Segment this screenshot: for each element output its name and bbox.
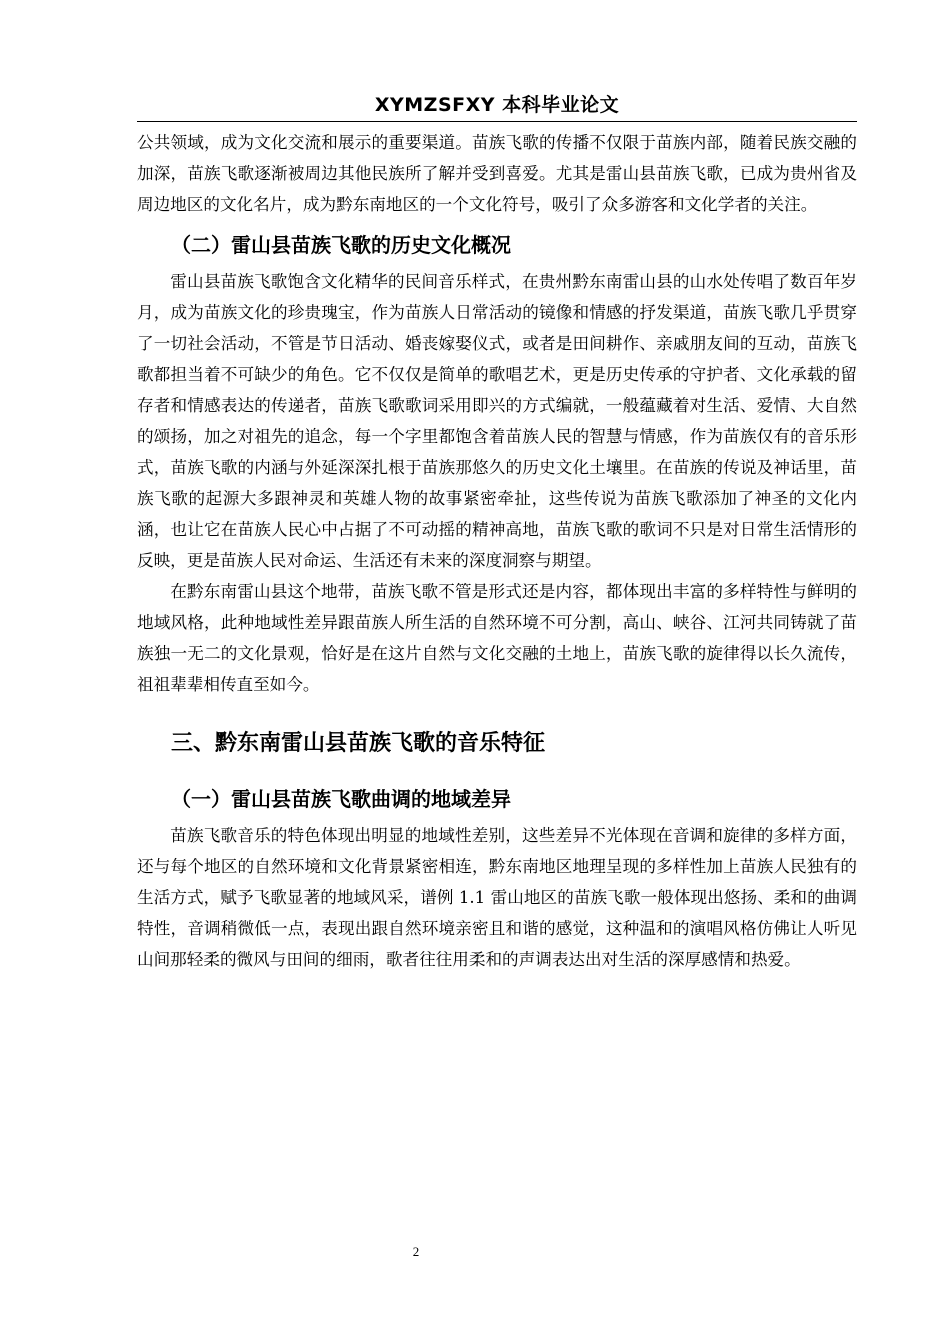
section-heading-regional-differences: （一）雷山县苗族飞歌曲调的地域差异 — [171, 787, 511, 811]
paragraph-regional-differences: 苗族飞歌音乐的特色体现出明显的地域性差别，这些差异不光体现在音调和旋律的多样方面，还与每个地区的自然环境和文化背景紧密相连，黔东南地区地理呈现的多样性加上苗族人民独有的生活方式，赋予飞歌显著的地域风采，谱例 1.1 雷山地区的苗族飞歌一般体现出悠扬、柔和的曲调特性，音调稍微低一点，表现出跟自然环境亲密且和谐的感觉，这种温和的演唱风格仿佛让人听见山间那轻柔的微风与田间的细雨，歌者往往用柔和的声调表达出对生活的深厚感情和热爱。 — [137, 826, 857, 969]
paragraph-regional-style: 在黔东南雷山县这个地带，苗族飞歌不管是形式还是内容，都体现出丰富的多样特性与鲜明的地域风格，此种地域性差异跟苗族人所生活的自然环境不可分割，高山、峡谷、江河共同铸就了苗族独一无二的文化景观，恰好是在这片自然与文化交融的土地上，苗族飞歌的旋律得以长久流传，祖祖辈辈相传直至如今。 — [137, 582, 857, 694]
section-heading-history-culture: （二）雷山县苗族飞歌的历史文化概况 — [171, 233, 511, 257]
chapter-heading-music-features: 三、黔东南雷山县苗族飞歌的音乐特征 — [171, 731, 546, 756]
page-body — [137, 127, 857, 975]
running-header: XYMZSFXY 本科毕业论文 — [374, 94, 620, 116]
header-divider — [137, 121, 857, 122]
page-number: 2 — [412, 1244, 420, 1259]
paragraph-continuation: 公共领域，成为文化交流和展示的重要渠道。苗族飞歌的传播不仅限于苗族内部，随着民族交融的加深，苗族飞歌逐渐被周边其他民族所了解并受到喜爱。尤其是雷山县苗族飞歌，已成为贵州省及周边地区的文化名片，成为黔东南地区的一个文化符号，吸引了众多游客和文化学者的关注。 — [137, 133, 857, 214]
paragraph-history-overview: 雷山县苗族飞歌饱含文化精华的民间音乐样式，在贵州黔东南雷山县的山水处传唱了数百年岁月，成为苗族文化的珍贵瑰宝，作为苗族人日常活动的镜像和情感的抒发渠道，苗族飞歌几乎贯穿了一切社会活动，不管是节日活动、婚丧嫁娶仪式，或者是田间耕作、亲戚朋友间的互动，苗族飞歌都担当着不可缺少的角色。它不仅仅是简单的歌唱艺术，更是历史传承的守护者、文化承载的留存者和情感表达的传递者，苗族飞歌歌词采用即兴的方式编就，一般蕴藏着对生活、爱情、大自然的颂扬，加之对祖先的追念，每一个字里都饱含着苗族人民的智慧与情感，作为苗族仅有的音乐形式，苗族飞歌的内涵与外延深深扎根于苗族那悠久的历史文化土壤里。在苗族的传说及神话里，苗族飞歌的起源大多跟神灵和英雄人物的故事紧密牵扯，这些传说为苗族飞歌添加了神圣的文化内涵，也让它在苗族人民心中占据了不可动摇的精神高地，苗族飞歌的歌词不只是对日常生活情形的反映，更是苗族人民对命运、生活还有未来的深度洞察与期望。 — [137, 272, 857, 570]
